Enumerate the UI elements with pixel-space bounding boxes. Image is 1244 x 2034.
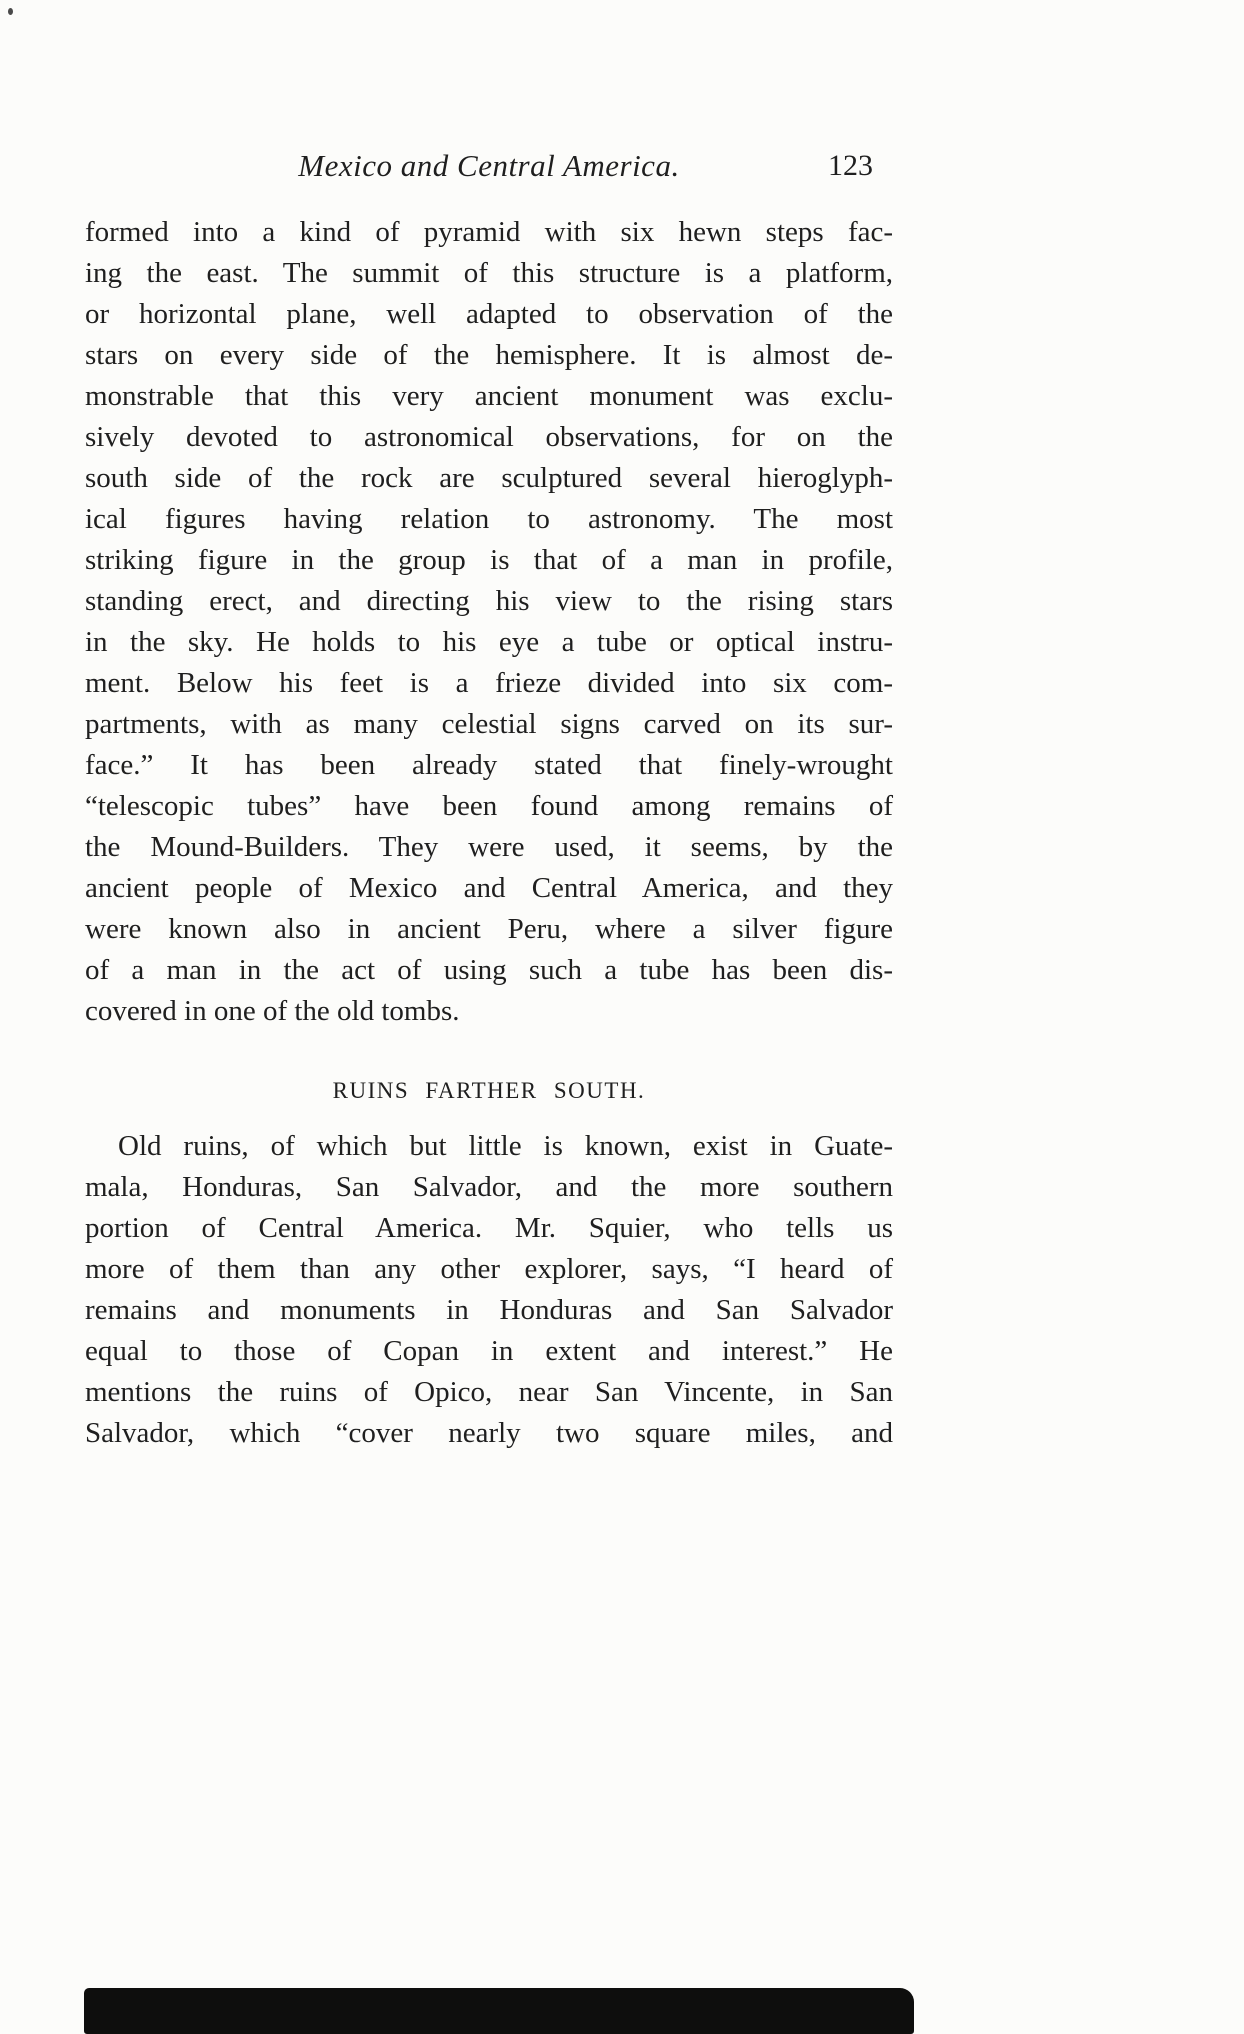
text-line: ing the east. The summit of this structure is a platform, [85,257,893,289]
text-line: the Mound-Builders. They were used, it seems, by the [85,831,893,863]
text-line: mentions the ruins of Opico, near San Vincente, in San [85,1376,893,1408]
page-header [85,146,893,186]
text-line: standing erect, and directing his view to the rising stars [85,585,893,617]
text-line: south side of the rock are sculptured several hieroglyph- [85,462,893,494]
text-line: sively devoted to astronomical observations, for on the [85,421,893,453]
text-line: monstrable that this very ancient monument was exclu- [85,380,893,412]
text-line: more of them than any other explorer, says, “I heard of [85,1253,893,1285]
text-column [85,212,893,1454]
scan-speck [8,8,13,15]
text-line: partments, with as many celestial signs carved on its sur- [85,708,893,740]
text-line: formed into a kind of pyramid with six hewn steps fac- [85,216,893,248]
text-line: striking figure in the group is that of a man in profile, [85,544,893,576]
running-title: Mexico and Central America. [298,148,680,183]
text-line: were known also in ancient Peru, where a silver figure [85,913,893,945]
paragraph-continuation [85,212,893,1032]
text-line: stars on every side of the hemisphere. It is almost de- [85,339,893,371]
page-number: 123 [828,149,873,182]
text-line: in the sky. He holds to his eye a tube or optical instru- [85,626,893,658]
paragraph-ruins-farther-south [85,1126,893,1454]
text-line: portion of Central America. Mr. Squier, who tells us [85,1212,893,1244]
text-line: mala, Honduras, San Salvador, and the more southern [85,1171,893,1203]
text-line: ical figures having relation to astronomy. The most [85,503,893,535]
text-line: Old ruins, of which but little is known, exist in Guate- [118,1130,893,1162]
text-line: ancient people of Mexico and Central America, and they [85,872,893,904]
text-line: remains and monuments in Honduras and San Salvador [85,1294,893,1326]
scan-bottom-bar [84,1988,914,2034]
text-line: of a man in the act of using such a tube has been dis- [85,954,893,986]
text-line: “telescopic tubes” have been found among remains of [85,790,893,822]
text-line: equal to those of Copan in extent and interest.” He [85,1335,893,1367]
text-line: face.” It has been already stated that finely-wrought [85,749,893,781]
text-line: covered in one of the old tombs. [85,995,460,1027]
text-line: or horizontal plane, well adapted to observation of the [85,298,893,330]
section-heading: RUINS FARTHER SOUTH. [332,1078,646,1103]
text-line: Salvador, which “cover nearly two square miles, and [85,1417,893,1449]
text-line: ment. Below his feet is a frieze divided into six com- [85,667,893,699]
